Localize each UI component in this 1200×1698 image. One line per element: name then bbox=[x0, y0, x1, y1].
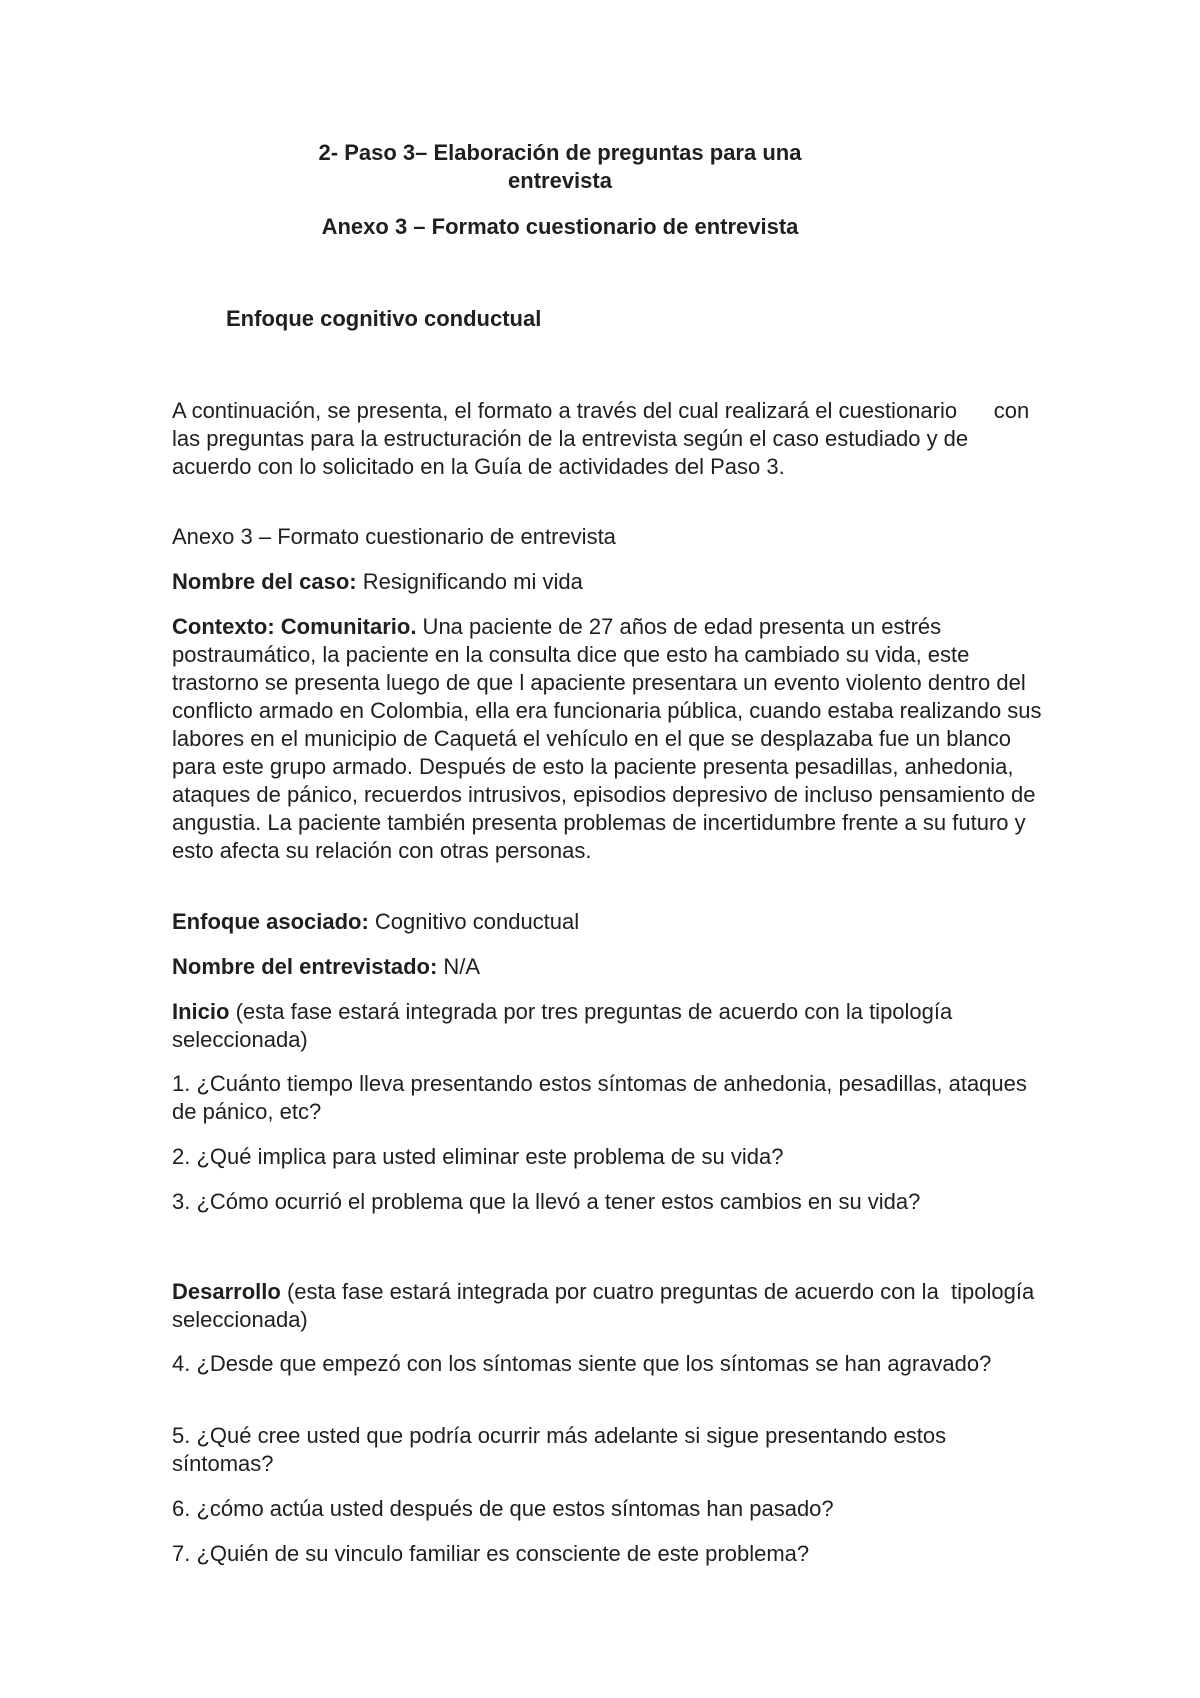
document-title bbox=[250, 139, 870, 195]
question-1: 1. ¿Cuánto tiempo lleva presentando estos síntomas de anhedonia, pesadillas, ataques de pánico, etc? bbox=[172, 1071, 1027, 1124]
title-line-1: 2- Paso 3– Elaboración de preguntas para una bbox=[318, 140, 802, 165]
question-6: 6. ¿cómo actúa usted después de que estos síntomas han pasado? bbox=[172, 1496, 834, 1521]
interviewee-line bbox=[172, 953, 1042, 981]
question-4: 4. ¿Desde que empezó con los síntomas siente que los síntomas se han agravado? bbox=[172, 1351, 992, 1376]
case-name-label: Nombre del caso: bbox=[172, 569, 357, 594]
approach-heading: Enfoque cognitivo conductual bbox=[226, 306, 542, 331]
interviewee-value: N/A bbox=[437, 954, 481, 979]
development-phase-paragraph bbox=[172, 1278, 1042, 1334]
intro-paragraph: A continuación, se presenta, el formato a través del cual realizará el cuestionario con las preguntas para la estructuración de la entrevista según el caso estudiado y de acuerdo con lo solicitado en la Guía de actividades del Paso 3. bbox=[172, 398, 1036, 479]
development-phase-description: (esta fase estará integrada por cuatro preguntas de acuerdo con la tipología seleccionada) bbox=[172, 1279, 1041, 1332]
question-3: 3. ¿Cómo ocurrió el problema que la llevó a tener estos cambios en su vida? bbox=[172, 1189, 921, 1214]
question-5: 5. ¿Qué cree usted que podría ocurrir más adelante si sigue presentando estos síntomas? bbox=[172, 1423, 947, 1476]
annex-repeat-line: Anexo 3 – Formato cuestionario de entrevista bbox=[172, 524, 616, 549]
question-7: 7. ¿Quién de su vinculo familiar es consciente de este problema? bbox=[172, 1541, 810, 1566]
question-2: 2. ¿Qué implica para usted eliminar este problema de su vida? bbox=[172, 1144, 784, 1169]
title-line-2: entrevista bbox=[508, 168, 612, 193]
start-phase-paragraph bbox=[172, 998, 1042, 1054]
development-phase-label: Desarrollo bbox=[172, 1279, 281, 1304]
context-label: Contexto: Comunitario. bbox=[172, 614, 417, 639]
start-phase-label: Inicio bbox=[172, 999, 230, 1024]
context-paragraph bbox=[172, 613, 1042, 865]
associated-approach-line bbox=[172, 908, 1042, 936]
case-name-line bbox=[172, 568, 1042, 596]
interviewee-label: Nombre del entrevistado: bbox=[172, 954, 438, 979]
annex-title: Anexo 3 – Formato cuestionario de entrevista bbox=[321, 214, 799, 239]
case-name-value: Resignificando mi vida bbox=[356, 569, 583, 594]
associated-approach-value: Cognitivo conductual bbox=[368, 909, 580, 934]
start-phase-description: (esta fase estará integrada por tres preguntas de acuerdo con la tipología seleccionada) bbox=[172, 999, 971, 1052]
context-value: Una paciente de 27 años de edad presenta un estrés postraumático, la paciente en la consulta dice que esto ha cambiado su vida, este trastorno se presenta luego de que l apaciente presentara un evento violento dentro del conflicto armado en Colombia, ella era funcionaria pública, cuando estaba realizando sus labores en el municipio de Caquetá el vehículo en el que se desplazaba fue un blanco para este grupo armado. Después de esto la paciente presenta pesadillas, anhedonia, ataques de pánico, recuerdos intrusivos, episodios depresivo de incluso pensamiento de angustia. La paciente también presenta problemas de incertidumbre frente a su futuro y esto afecta su relación con otras personas. bbox=[172, 614, 1042, 863]
associated-approach-label: Enfoque asociado: bbox=[172, 909, 369, 934]
